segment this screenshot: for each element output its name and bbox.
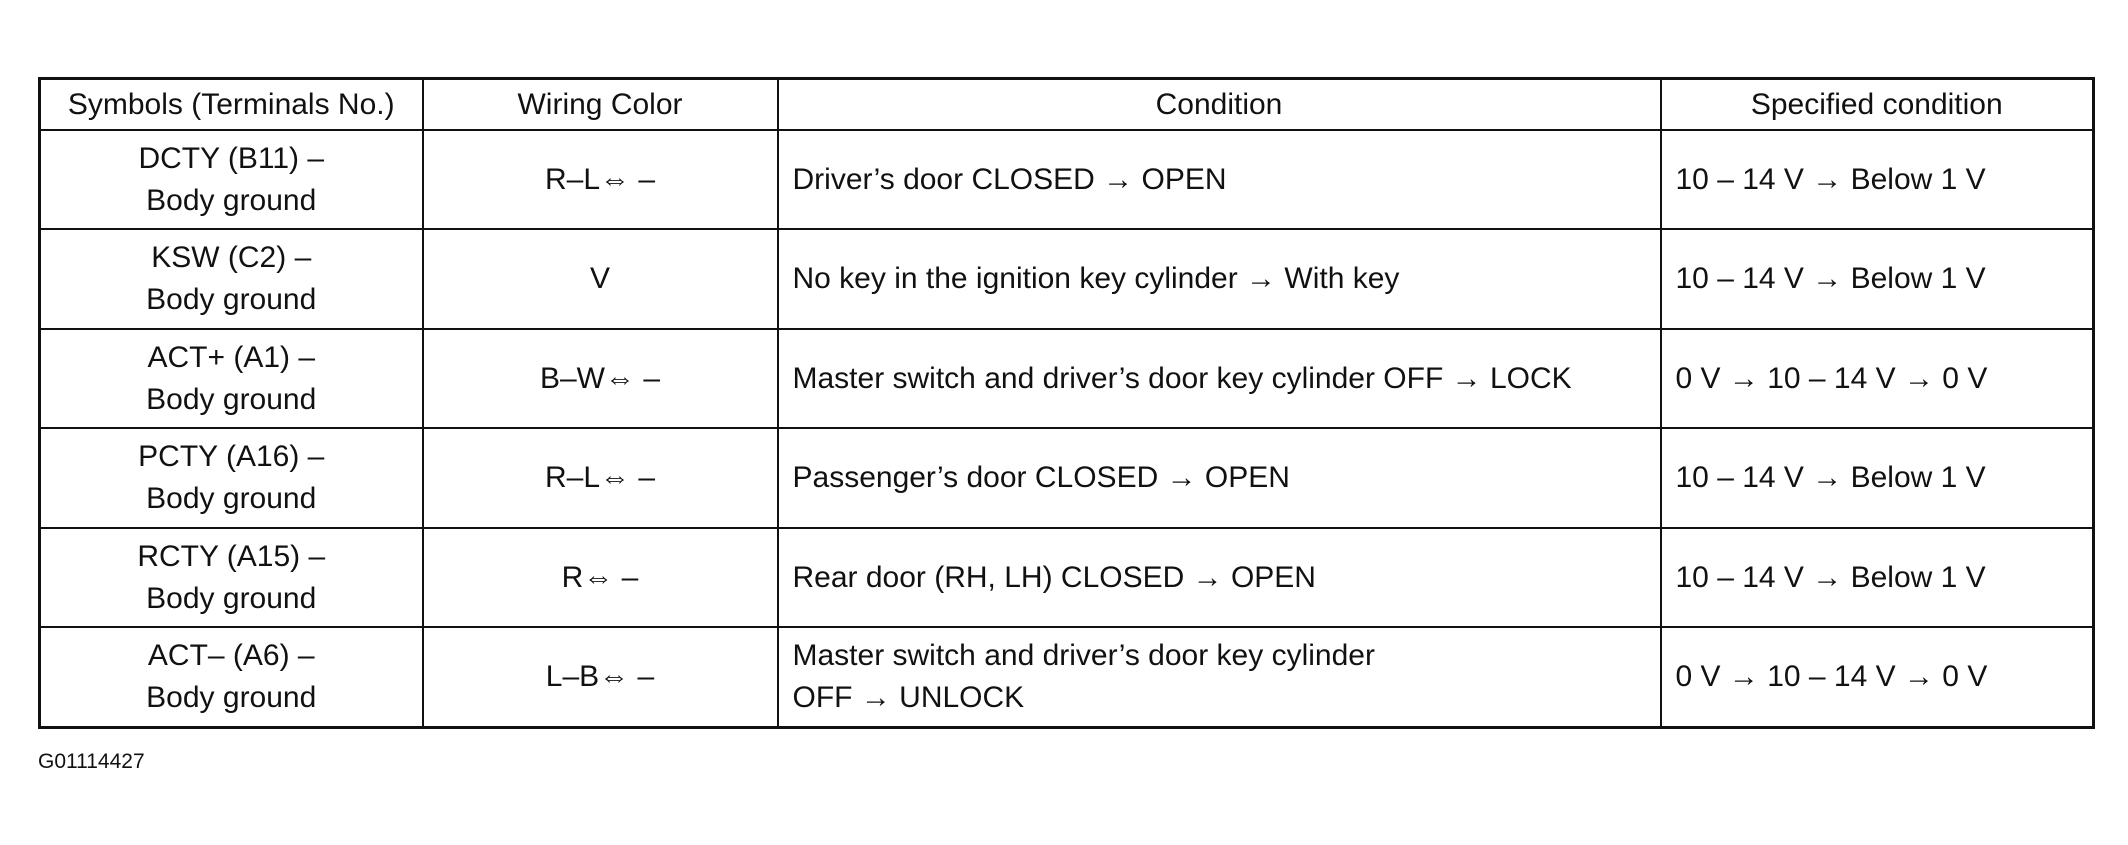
wiring-color-cell: R–L⇔ – bbox=[423, 130, 778, 229]
symbol-ground: Body ground bbox=[146, 382, 317, 416]
symbol-cell bbox=[40, 627, 423, 727]
table-header-row bbox=[40, 79, 2094, 131]
terminal-spec-table bbox=[38, 77, 2095, 729]
condition-text: Driver’s door CLOSED → OPEN bbox=[792, 162, 1227, 196]
header-specified-condition: Specified condition bbox=[1661, 79, 2094, 131]
symbol-terminal: ACT+ (A1) – bbox=[147, 340, 316, 374]
condition-text: Rear door (RH, LH) CLOSED → OPEN bbox=[792, 560, 1316, 594]
condition-cell bbox=[778, 627, 1661, 727]
condition-text: Master switch and driver’s door key cylinder OFF → LOCK bbox=[792, 361, 1572, 395]
symbol-ground: Body ground bbox=[146, 482, 317, 516]
symbol-cell bbox=[40, 229, 423, 328]
specified-condition-cell: 0 V → 10 – 14 V → 0 V bbox=[1661, 627, 2094, 727]
condition-cell bbox=[778, 229, 1661, 328]
condition-text: Passenger’s door CLOSED → OPEN bbox=[792, 461, 1290, 495]
table-row bbox=[40, 229, 2094, 328]
condition-cell bbox=[778, 428, 1661, 527]
symbol-terminal: KSW (C2) – bbox=[151, 241, 312, 275]
symbol-ground: Body ground bbox=[146, 283, 317, 317]
header-symbols: Symbols (Terminals No.) bbox=[40, 79, 423, 131]
symbol-terminal: ACT– (A6) – bbox=[147, 639, 315, 673]
table-row bbox=[40, 627, 2094, 727]
symbol-terminal: DCTY (B11) – bbox=[138, 141, 325, 175]
wiring-color-cell: V bbox=[423, 229, 778, 328]
table-row bbox=[40, 329, 2094, 428]
table-row bbox=[40, 428, 2094, 527]
symbol-ground: Body ground bbox=[146, 183, 317, 217]
specified-condition-cell: 10 – 14 V → Below 1 V bbox=[1661, 229, 2094, 328]
wiring-color-cell: R–L⇔ – bbox=[423, 428, 778, 527]
condition-cell bbox=[778, 329, 1661, 428]
specified-condition-cell: 0 V → 10 – 14 V → 0 V bbox=[1661, 329, 2094, 428]
symbol-terminal: RCTY (A15) – bbox=[137, 539, 326, 573]
symbol-cell bbox=[40, 329, 423, 428]
header-condition: Condition bbox=[778, 79, 1661, 131]
table-row bbox=[40, 130, 2094, 229]
symbol-cell bbox=[40, 130, 423, 229]
symbol-ground: Body ground bbox=[146, 581, 317, 615]
symbol-cell bbox=[40, 528, 423, 627]
specified-condition-cell: 10 – 14 V → Below 1 V bbox=[1661, 528, 2094, 627]
symbol-cell bbox=[40, 428, 423, 527]
specified-condition-cell: 10 – 14 V → Below 1 V bbox=[1661, 130, 2094, 229]
condition-text: Master switch and driver’s door key cylinder bbox=[792, 639, 1375, 673]
wiring-color-cell: R⇔ – bbox=[423, 528, 778, 627]
header-wiring-color: Wiring Color bbox=[423, 79, 778, 131]
condition-cell bbox=[778, 528, 1661, 627]
condition-text-continued: OFF → UNLOCK bbox=[792, 681, 1025, 715]
condition-cell bbox=[778, 130, 1661, 229]
table-row bbox=[40, 528, 2094, 627]
wiring-color-cell: B–W⇔ – bbox=[423, 329, 778, 428]
wiring-color-cell: L–B⇔ – bbox=[423, 627, 778, 727]
symbol-terminal: PCTY (A16) – bbox=[138, 440, 325, 474]
symbol-ground: Body ground bbox=[146, 681, 317, 715]
specified-condition-cell: 10 – 14 V → Below 1 V bbox=[1661, 428, 2094, 527]
condition-text: No key in the ignition key cylinder → With key bbox=[792, 262, 1400, 296]
figure-id: G01114427 bbox=[38, 750, 145, 773]
